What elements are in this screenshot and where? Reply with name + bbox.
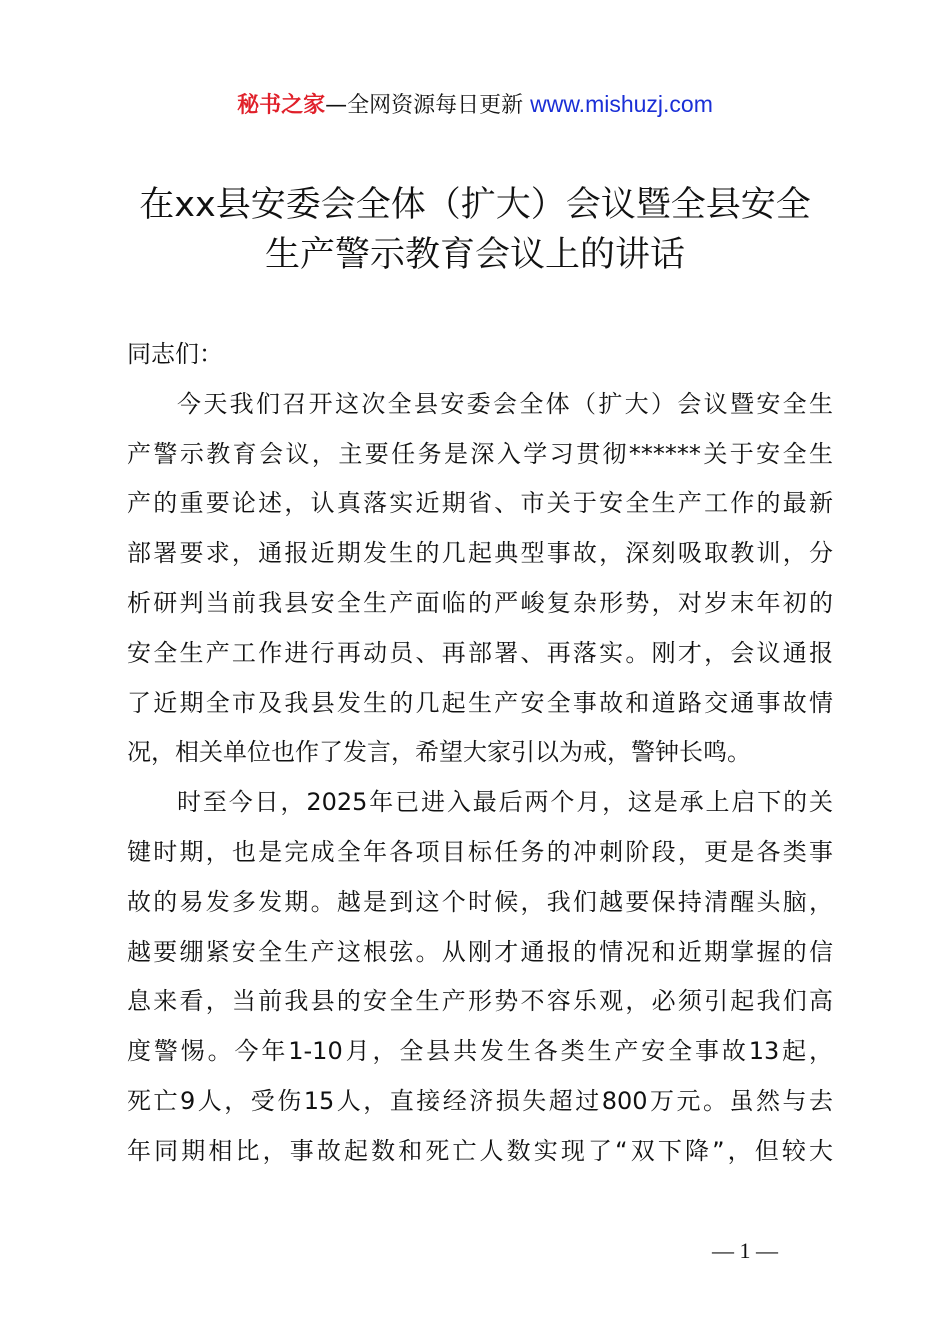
text-line: 年同期相比，事故起数和死亡人数实现了“双下降”，但较大 [127,1136,833,1165]
header-slogan: —全网资源每日更新 [325,93,531,118]
page-number: — 1 — [712,1238,778,1263]
site-header [0,88,950,122]
text-line: 况，相关单位也作了发言，希望大家引以为戒，警钟长鸣。 [127,738,751,767]
paragraph-1 [127,380,833,778]
text-line: 产的重要论述，认真落实近期省、市关于安全生产工作的最新 [127,489,833,518]
text-line: 息来看，当前我县的安全生产形势不容乐观，必须引起我们高 [127,987,833,1016]
text-line: 部署要求，通报近期发生的几起典型事故，深刻吸取教训，分 [127,539,833,568]
text-line: 产警示教育会议，主要任务是深入学习贯彻******关于安全生 [127,439,833,468]
text-line: 越要绷紧安全生产这根弦。从刚才通报的情况和近期掌握的信 [127,937,833,966]
text-line: 键时期，也是完成全年各项目标任务的冲刺阶段，更是各类事 [127,837,833,866]
site-url-link[interactable]: www.mishuzj.com [530,91,713,117]
text-line: 析研判当前我县安全生产面临的严峻复杂形势，对岁末年初的 [127,588,833,617]
document-body [127,330,833,1177]
paragraph-2 [127,778,833,1176]
text-line: 时至今日，2025年已进入最后两个月，这是承上启下的关 [177,788,833,817]
brand-name: 秘书之家 [237,93,326,118]
title-line: 在xx县安委会全体（扩大）会议暨全县安全 [139,185,811,225]
text-line: 安全生产工作进行再动员、再部署、再落实。刚才，会议通报 [127,638,833,667]
text-line: 度警惕。今年1-10月，全县共发生各类生产安全事故13起， [127,1037,833,1066]
text-line: 了近期全市及我县发生的几起生产安全事故和道路交通事故情 [127,688,833,717]
text-line: 今天我们召开这次全县安委会全体（扩大）会议暨安全生 [177,389,833,418]
salutation: 同志们： [127,340,223,368]
text-line: 故的易发多发期。越是到这个时候，我们越要保持清醒头脑， [127,887,833,916]
title-line: 生产警示教育会议上的讲话 [264,235,685,275]
document-title [0,180,950,280]
text-line: 死亡9人，受伤15人，直接经济损失超过800万元。虽然与去 [127,1086,833,1115]
